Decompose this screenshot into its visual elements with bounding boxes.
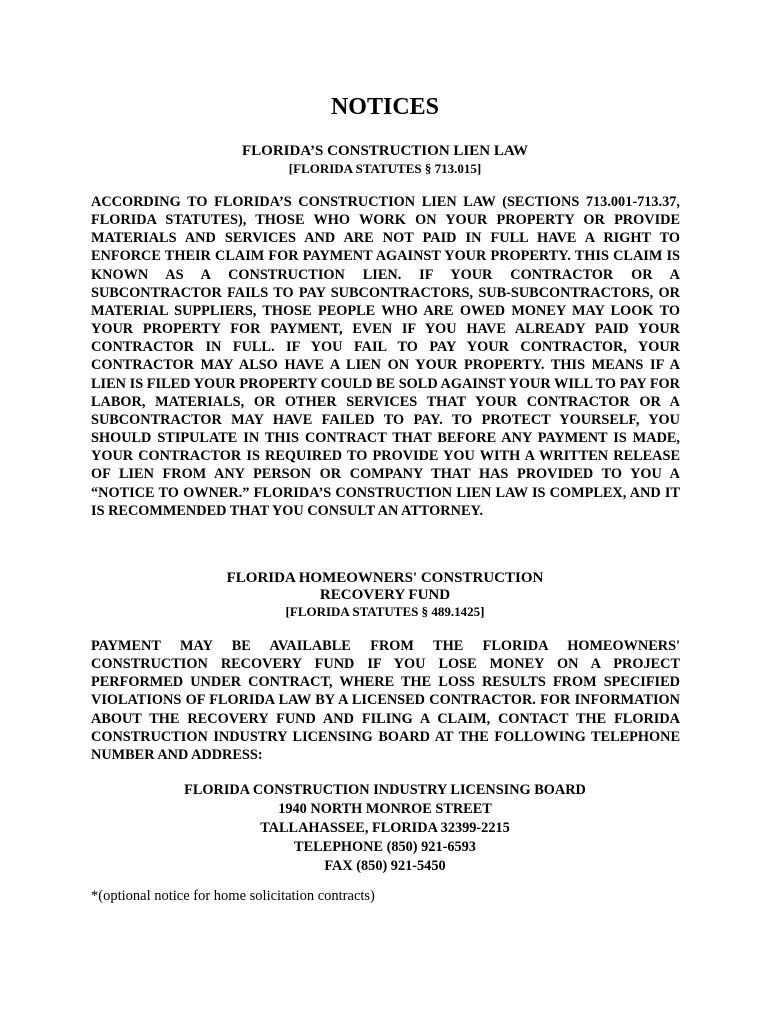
- board-name: FLORIDA CONSTRUCTION INDUSTRY LICENSING BOARD: [184, 782, 586, 798]
- board-street: 1940 NORTH MONROE STREET: [278, 801, 492, 817]
- recovery-fund-heading-line1: FLORIDA HOMEOWNERS' CONSTRUCTION: [226, 570, 544, 586]
- board-telephone: TELEPHONE (850) 921-6593: [294, 839, 476, 855]
- licensing-board-address: [0, 781, 770, 876]
- lien-law-citation: [FLORIDA STATUTES § 713.015]: [288, 161, 482, 176]
- lien-law-body: ACCORDING TO FLORIDA’S CONSTRUCTION LIEN LAW (SECTIONS 713.001-713.37, FLORIDA STATUTES), THOSE WHO WORK ON YOUR PROPERTY OR PROVIDE MATERIALS AND SERVICES AND ARE NOT PAID IN FULL HAVE A RIGHT TO ENFORCE THEIR CLAIM FOR PAYMENT AGAINST YOUR PROPERTY. THIS CLAIM IS KNOWN AS A CONSTRUCTION LIEN. IF YOUR CONTRACTOR OR A SUBCONTRACTOR FAILS TO PAY SUBCONTRACTORS, SUB-SUBCONTRACTORS, OR MATERIAL SUPPLIERS, THOSE PEOPLE WHO ARE OWED MONEY MAY LOOK TO YOUR PROPERTY FOR PAYMENT, EVEN IF YOU HAVE ALREADY PAID YOUR CONTRACTOR IN FULL. IF YOU FAIL TO PAY YOUR CONTRACTOR, YOUR CONTRACTOR MAY ALSO HAVE A LIEN ON YOUR PROPERTY. THIS MEANS IF A LIEN IS FILED YOUR PROPERTY COULD BE SOLD AGAINST YOUR WILL TO PAY FOR LABOR, MATERIALS, OR OTHER SERVICES THAT YOUR CONTRACTOR OR A SUBCONTRACTOR MAY HAVE FAILED TO PAY. TO PROTECT YOURSELF, YOU SHOULD STIPULATE IN THIS CONTRACT THAT BEFORE ANY PAYMENT IS MADE, YOUR CONTRACTOR IS REQUIRED TO PROVIDE YOU WITH A WRITTEN RELEASE OF LIEN FROM ANY PERSON OR COMPANY THAT HAS PROVIDED TO YOU A “NOTICE TO OWNER.” FLORIDA’S CONSTRUCTION LIEN LAW IS COMPLEX, AND IT IS RECOMMENDED THAT YOU CONSULT AN ATTORNEY.: [91, 194, 680, 519]
- recovery-fund-heading-line2: RECOVERY FUND: [319, 587, 451, 603]
- optional-notice-footnote: *(optional notice for home solicitation contracts): [91, 888, 375, 904]
- lien-law-heading: FLORIDA’S CONSTRUCTION LIEN LAW: [241, 143, 529, 159]
- recovery-fund-citation: [FLORIDA STATUTES § 489.1425]: [285, 604, 485, 619]
- recovery-fund-body: PAYMENT MAY BE AVAILABLE FROM THE FLORIDA HOMEOWNERS' CONSTRUCTION RECOVERY FUND IF YOU LOSE MONEY ON A PROJECT PERFORMED UNDER CONTRACT, WHERE THE LOSS RESULTS FROM SPECIFIED VIOLATIONS OF FLORIDA LAW BY A LICENSED CONTRACTOR. FOR INFORMATION ABOUT THE RECOVERY FUND AND FILING A CLAIM, CONTACT THE FLORIDA CONSTRUCTION INDUSTRY LICENSING BOARD AT THE FOLLOWING TELEPHONE NUMBER AND ADDRESS:: [91, 638, 680, 763]
- page-title: NOTICES: [330, 94, 440, 120]
- board-city: TALLAHASSEE, FLORIDA 32399-2215: [260, 820, 510, 836]
- board-fax: FAX (850) 921-5450: [324, 858, 446, 874]
